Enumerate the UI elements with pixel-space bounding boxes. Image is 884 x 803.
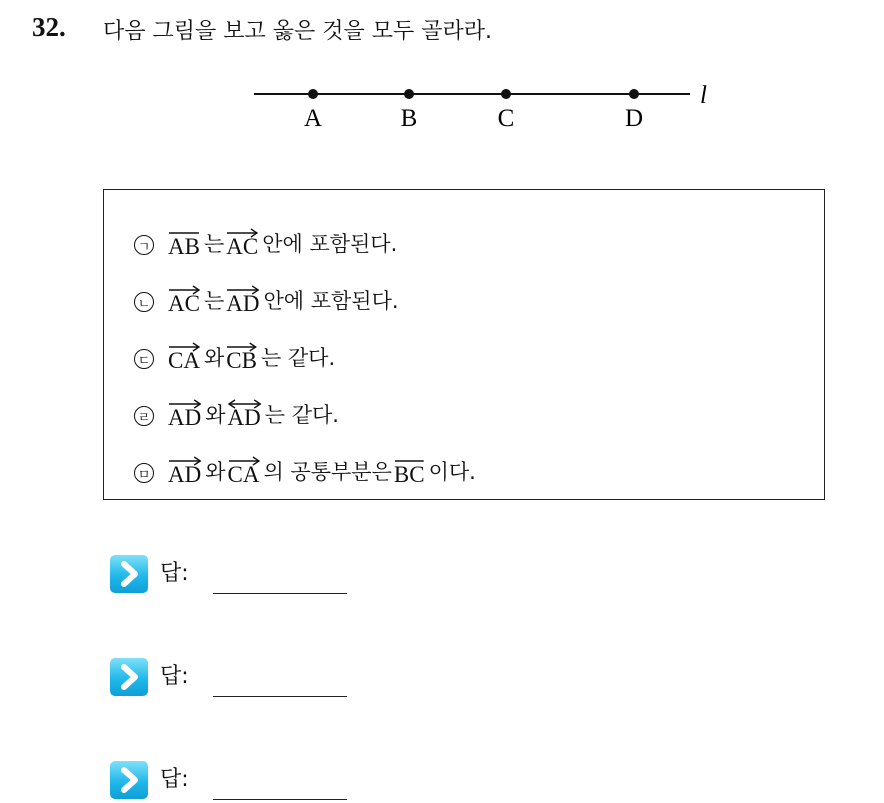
answer-label: 답: (160, 561, 189, 586)
math-text: CA (227, 462, 260, 487)
math-text: AD (168, 462, 202, 487)
answer-label: 답: (160, 767, 189, 792)
point-a-label: A (303, 105, 323, 132)
overline-mark (394, 456, 425, 466)
statement-text: 와 (205, 403, 226, 427)
math-symbol (226, 344, 257, 372)
answer-blank[interactable] (213, 593, 347, 594)
math-text: AD (227, 405, 261, 430)
overline-mark (168, 285, 200, 295)
math-text: CB (226, 348, 257, 373)
statements-box (103, 189, 825, 500)
answer-row-2 (110, 656, 360, 696)
point-b-dot (404, 89, 414, 99)
overline-mark (226, 285, 259, 295)
statement-marker: ㄹ (134, 406, 154, 426)
math-symbol (168, 287, 200, 315)
statement-2 (134, 281, 401, 315)
overline-mark (228, 399, 261, 409)
question-number: 32. (32, 12, 66, 42)
statement-text: 는 같다. (264, 403, 339, 427)
statement-3 (134, 338, 337, 372)
point-c-label: C (497, 105, 515, 132)
math-symbol (168, 230, 200, 258)
math-symbol (168, 458, 201, 486)
point-b-label: B (400, 105, 418, 132)
math-symbol (228, 401, 261, 429)
chevron-right-icon (110, 761, 148, 799)
answer-blank[interactable] (213, 696, 347, 697)
statement-text: 이다. (428, 460, 476, 484)
statement-marker: ㄴ (134, 292, 154, 312)
point-d-label: D (624, 105, 644, 132)
statement-5 (134, 452, 478, 486)
answer-blank[interactable] (213, 799, 347, 800)
chevron-right-icon (110, 658, 148, 696)
math-text: BC (393, 462, 425, 487)
math-symbol (228, 458, 260, 486)
statement-text: 와 (205, 460, 226, 484)
answer-row-3 (110, 759, 360, 799)
statement-4 (134, 395, 341, 429)
math-text: AC (226, 234, 259, 259)
question-text: 다음 그림을 보고 옳은 것을 모두 골라라. (103, 19, 492, 44)
point-c-dot (501, 89, 511, 99)
overline-mark (168, 228, 200, 238)
math-text: CA (168, 348, 200, 373)
overline-mark (226, 342, 257, 352)
statement-text: 는 같다. (260, 346, 336, 370)
chevron-right-icon (110, 555, 148, 593)
statement-text: 와 (203, 346, 225, 370)
statement-marker: ㅁ (134, 463, 154, 483)
statement-text: 안에 포함된다. (262, 232, 398, 256)
overline-mark (168, 342, 200, 352)
statement-text: 안에 포함된다. (263, 289, 399, 313)
overline-mark (168, 399, 201, 409)
math-symbol (168, 344, 200, 372)
line-label: l (700, 82, 707, 109)
statement-text: 는 (203, 232, 225, 256)
math-symbol (226, 287, 259, 315)
math-text: AD (226, 291, 260, 316)
statement-marker: ㄷ (134, 349, 154, 369)
math-text: AB (168, 234, 200, 259)
statement-text: 는 (203, 289, 225, 313)
answer-label: 답: (160, 664, 189, 689)
overline-mark (168, 456, 201, 466)
overline-mark (226, 228, 258, 238)
point-d-dot (629, 89, 639, 99)
math-symbol (226, 230, 258, 258)
point-a-dot (308, 89, 318, 99)
math-text: AC (168, 291, 200, 316)
statement-1 (134, 224, 399, 258)
statement-marker: ㄱ (134, 235, 154, 255)
math-symbol (168, 401, 201, 429)
line-figure (0, 0, 884, 140)
math-text: AD (168, 405, 202, 430)
math-symbol (394, 458, 425, 486)
statement-text: 의 공통부분은 (263, 460, 392, 484)
answer-row-1 (110, 553, 360, 593)
overline-mark (228, 456, 260, 466)
